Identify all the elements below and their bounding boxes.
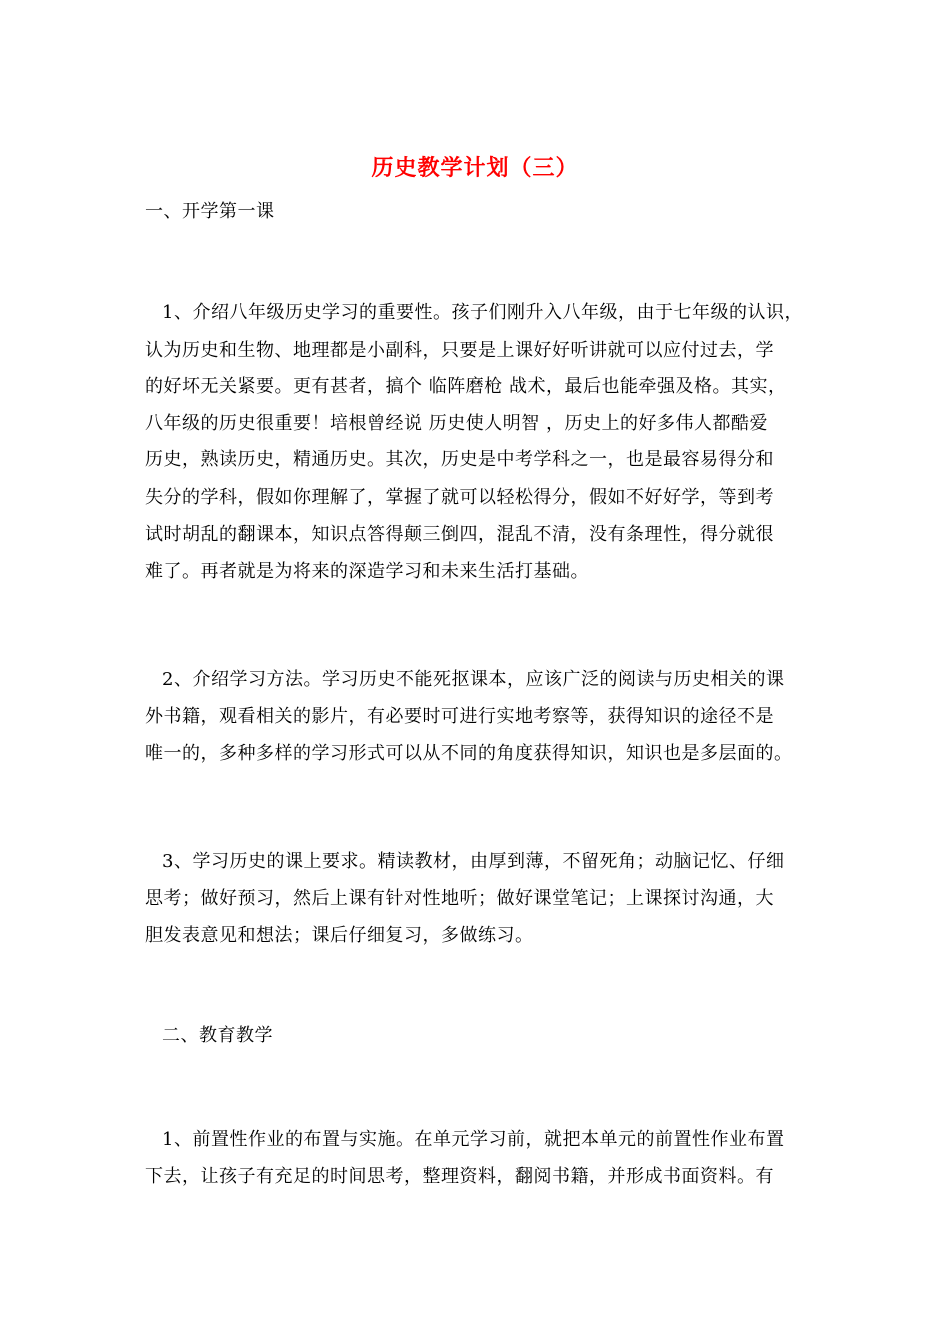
para1-line-5: 历史，熟读历史，精通历史。其次，历史是中考学科之一，也是最容易得分和	[145, 449, 774, 470]
para2-line-3: 唯一的，多种多样的学习形式可以从不同的角度获得知识，知识也是多层面的。	[145, 743, 793, 764]
para1-line-6: 失分的学科，假如你理解了，掌握了就可以轻松得分，假如不好好学，等到考	[145, 487, 774, 508]
para2-line-1: 2、介绍学习方法。学习历史不能死抠课本，应该广泛的阅读与历史相关的课	[162, 669, 785, 690]
para1-line-1: 1、介绍八年级历史学习的重要性。孩子们刚升入八年级，由于七年级的认识，	[162, 302, 803, 323]
para3-line-2: 思考；做好预习，然后上课有针对性地听；做好课堂笔记；上课探讨沟通，大	[145, 888, 774, 909]
para1-line-7: 试时胡乱的翻课本，知识点答得颠三倒四，混乱不清，没有条理性，得分就很	[145, 524, 774, 545]
para4-line-1: 1、前置性作业的布置与实施。在单元学习前，就把本单元的前置性作业布置	[162, 1129, 785, 1150]
section-heading-2: 二、教育教学	[162, 1025, 273, 1046]
para1-line-8: 难了。再者就是为将来的深造学习和未来生活打基础。	[145, 561, 589, 582]
section-heading-1: 一、开学第一课	[145, 201, 275, 222]
document-title: 历史教学计划（三）	[371, 155, 579, 181]
para3-line-1: 3、学习历史的课上要求。精读教材，由厚到薄，不留死角；动脑记忆、仔细	[162, 851, 785, 872]
para1-line-3: 的好坏无关紧要。更有甚者，搞个 临阵磨枪 战术，最后也能牵强及格。其实，	[145, 376, 787, 397]
para1-line-2: 认为历史和生物、地理都是小副科，只要是上课好好听讲就可以应付过去，学	[145, 340, 774, 361]
para4-line-2: 下去，让孩子有充足的时间思考，整理资料，翻阅书籍，并形成书面资料。有	[145, 1166, 774, 1187]
para3-line-3: 胆发表意见和想法；课后仔细复习，多做练习。	[145, 925, 534, 946]
para2-line-2: 外书籍，观看相关的影片，有必要时可进行实地考察等，获得知识的途径不是	[145, 706, 774, 727]
para1-line-4: 八年级的历史很重要！培根曾经说 历史使人明智 ，历史上的好多伟人都酷爱	[145, 413, 768, 434]
